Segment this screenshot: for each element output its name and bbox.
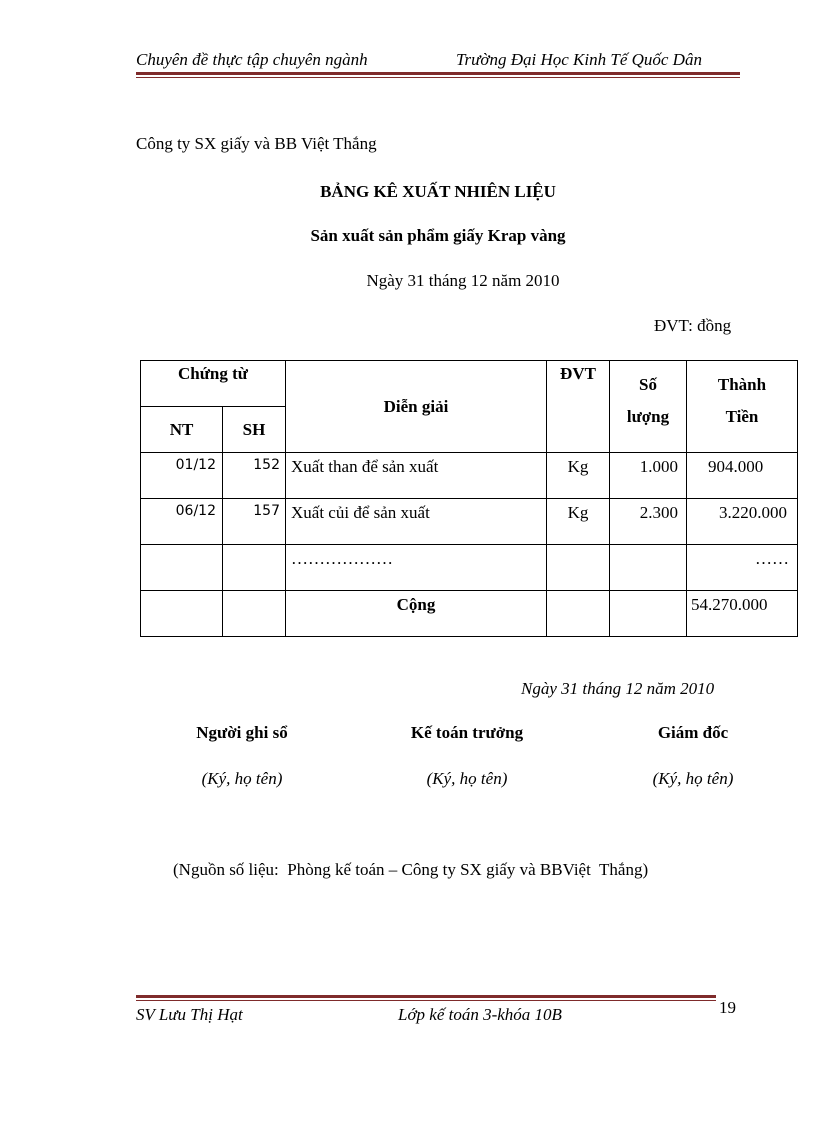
header-dvt: ĐVT bbox=[547, 361, 610, 453]
cell-sh: 152 bbox=[223, 453, 286, 499]
cell-empty bbox=[547, 591, 610, 637]
company-name: Công ty SX giấy và BB Việt Thắng bbox=[136, 134, 377, 153]
header-so-luong-line1: Số bbox=[639, 375, 657, 394]
cell-empty bbox=[610, 591, 687, 637]
footer-rule-thin bbox=[136, 1000, 716, 1001]
cell-dien-giai: ……………… bbox=[286, 545, 547, 591]
cell-thanh-tien: 904.000 bbox=[687, 453, 798, 499]
cell-dvt: Kg bbox=[547, 499, 610, 545]
document-subtitle: Sản xuất sản phẩm giấy Krap vàng bbox=[310, 226, 566, 245]
document-title: BẢNG KÊ XUẤT NHIÊN LIỆU bbox=[320, 182, 556, 201]
page-number: 19 bbox=[719, 998, 736, 1017]
header-thanh-tien-line2: Tiền bbox=[725, 407, 759, 426]
header-chung-tu: Chứng từ bbox=[141, 361, 286, 407]
signer-role-director: Giám đốc bbox=[657, 723, 729, 742]
sign-date: Ngày 31 tháng 12 năm 2010 bbox=[521, 679, 715, 698]
cell-dien-giai: Xuất than để sản xuất bbox=[286, 453, 547, 499]
cell-nt bbox=[141, 545, 223, 591]
table-header-row bbox=[141, 361, 798, 407]
total-label: Cộng bbox=[286, 591, 547, 637]
document-date: Ngày 31 tháng 12 năm 2010 bbox=[366, 271, 560, 290]
total-value: 54.270.000 bbox=[687, 591, 798, 637]
header-sh: SH bbox=[223, 407, 286, 453]
cell-nt: 01/12 bbox=[141, 453, 223, 499]
cell-dien-giai: Xuất củi để sản xuất bbox=[286, 499, 547, 545]
header-dien-giai: Diễn giải bbox=[286, 361, 547, 453]
header-right: Trường Đại Học Kinh Tế Quốc Dân bbox=[456, 50, 702, 69]
footer-student: SV Lưu Thị Hạt bbox=[136, 1005, 243, 1024]
cell-dvt bbox=[547, 545, 610, 591]
cell-nt: 06/12 bbox=[141, 499, 223, 545]
footer-class: Lớp kế toán 3-khóa 10B bbox=[398, 1005, 562, 1024]
signer-note-recorder: (Ký, họ tên) bbox=[201, 769, 283, 788]
cell-dvt: Kg bbox=[547, 453, 610, 499]
cell-so-luong: 2.300 bbox=[610, 499, 687, 545]
fuel-issue-table bbox=[140, 360, 798, 637]
cell-empty bbox=[141, 591, 223, 637]
cell-thanh-tien: …… bbox=[687, 545, 798, 591]
table-row bbox=[141, 499, 798, 545]
cell-so-luong bbox=[610, 545, 687, 591]
header-left: Chuyên đề thực tập chuyên ngành bbox=[136, 50, 368, 69]
cell-thanh-tien: 3.220.000 bbox=[687, 499, 798, 545]
cell-sh bbox=[223, 545, 286, 591]
signer-note-chief-accountant: (Ký, họ tên) bbox=[426, 769, 508, 788]
signer-note-director: (Ký, họ tên) bbox=[652, 769, 734, 788]
footer-rule-thick bbox=[136, 995, 716, 998]
header-so-luong-line2: lượng bbox=[626, 407, 670, 426]
header-thanh-tien-line1: Thành bbox=[717, 375, 767, 394]
header-nt: NT bbox=[141, 407, 223, 453]
header-so-luong bbox=[610, 361, 687, 453]
header-rule-thin bbox=[136, 77, 740, 78]
header-thanh-tien bbox=[687, 361, 798, 453]
signer-role-recorder: Người ghi sổ bbox=[196, 723, 288, 742]
cell-sh: 157 bbox=[223, 499, 286, 545]
table-row bbox=[141, 545, 798, 591]
table-total-row bbox=[141, 591, 798, 637]
source-note: (Nguồn số liệu: Phòng kế toán – Công ty SX giấy và BBViệt Thắng) bbox=[173, 860, 649, 879]
unit-label: ĐVT: đồng bbox=[654, 316, 732, 335]
cell-empty bbox=[223, 591, 286, 637]
table-row bbox=[141, 453, 798, 499]
cell-so-luong: 1.000 bbox=[610, 453, 687, 499]
header-rule-thick bbox=[136, 72, 740, 75]
signer-role-chief-accountant: Kế toán trưởng bbox=[410, 723, 524, 742]
